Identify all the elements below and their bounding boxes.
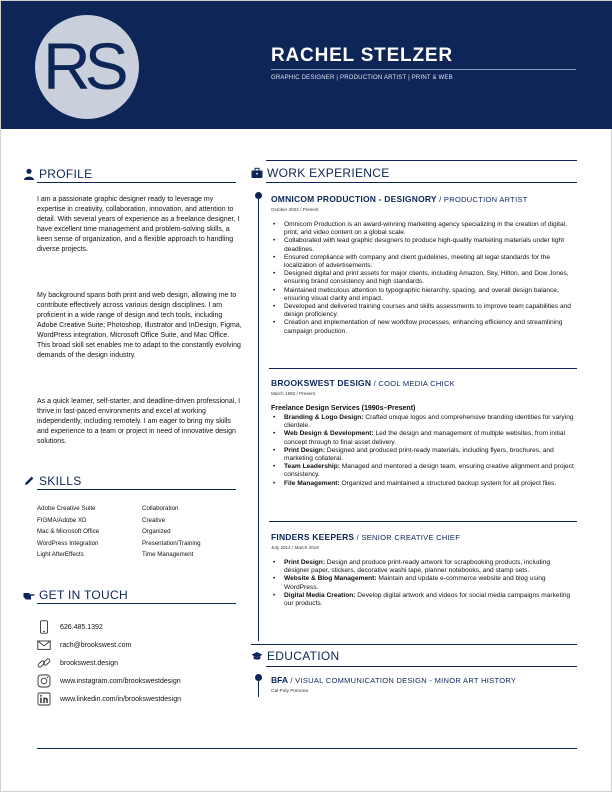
monogram-rs-icon [35, 15, 139, 119]
bullet-item: • Designed digital and print assets for major clients, including Amazon, Sky, Hilton, and Dow Jones, ensuring brand consistency and high standards. [271, 270, 577, 286]
contact-website[interactable] [37, 656, 118, 670]
timeline-dot [255, 674, 262, 681]
contact-phone-text: 626.485.1392 [60, 623, 103, 631]
skill-item: Collaboration [142, 505, 179, 512]
contact-website-text: brookswest.design [60, 659, 118, 667]
job-2-company: BROOKSWEST DESIGN [271, 378, 372, 388]
bullet-item: • Omnicom Production is an award-winning marketing agency specializing in the creation of digital, print, and video content on a global scale. [271, 221, 577, 237]
job-2-role: Freelance Design Services (1990s–Present) [271, 405, 416, 412]
bullet-item: • Developed and delivered training courses and skills assessments to improve team capabilities and design proficiency. [271, 303, 577, 319]
profile-paragraph-3: As a quick learner, self-starter, and deadline-driven professional, I thrive in fast-paced environments and excel at working independently, including remotely. I am eager to bring my skills and experience to a team or project in need of innovative design solutions. [37, 398, 241, 445]
candidate-tagline: GRAPHIC DESIGNER | PRODUCTION ARTIST | PRINT & WEB [271, 75, 453, 81]
job-2-position: / COOL MEDIA CHICK [371, 379, 455, 388]
bullet-item: • Digital Media Creation: Develop digital artwork and videos for social media campaigns marketing our products. [271, 592, 577, 608]
timeline-dot [255, 192, 262, 199]
contact-email-text: rach@brookswest.com [60, 641, 132, 649]
link-icon [37, 656, 51, 670]
bullet-item: • Collaborated with lead graphic designers to produce high-quality marketing materials under tight deadlines. [271, 237, 577, 253]
profile-paragraph-1: I am a passionate graphic designer ready to leverage my expertise in creativity, collaboration, innovation, and attention to detail. With several years of experience as a freelance designer, I have excellent time management and problem-solving skills, a keen sense of organization, and a flexible approach to handling diverse projects. [37, 196, 240, 253]
job-3-title [271, 532, 460, 542]
bullet-item: • Branding & Logo Design: Crafted unique logos and comprehensive branding identities for varying clientele. [271, 414, 577, 430]
contact-linkedin[interactable] [37, 692, 181, 706]
bullet-item: • Maintained meticulous attention to typographic hierarchy, spacing, and overall design balance, ensuring visual clarity and impact. [271, 287, 577, 303]
skill-item: Organized [142, 528, 171, 536]
bullet-item: • Ensured compliance with company and client guidelines, meeting all legal standards for the localization of advertisements. [271, 254, 577, 270]
skill-item: WordPress Integration [37, 539, 99, 547]
degree-name: BFA [271, 675, 288, 685]
profile-heading-text: PROFILE [39, 167, 93, 181]
contact-instagram-text: www.instagram.com/brookswestdesign [60, 677, 181, 685]
contact-linkedin-text: www.linkedin.com/in/brookswestdesign [60, 695, 181, 703]
profile-heading [23, 167, 92, 181]
skills-column-2 [142, 503, 242, 561]
person-icon [23, 168, 35, 180]
skill-item: Presentation/Training [142, 539, 201, 547]
education-timeline [258, 679, 259, 697]
job-separator [269, 368, 577, 369]
education-top-rule [251, 644, 577, 645]
contact-phone[interactable] [37, 620, 103, 634]
job-1-bullets [271, 221, 577, 336]
bullet-item: • Web Design & Development: Led the design and management of multiple websites, from initial concept through to final asset delivery. [271, 430, 577, 446]
footer-rule [37, 748, 577, 749]
bullet-item: • Print Design: Designed and produced print-ready materials, including flyers, brochures, and marketing collateral. [271, 447, 577, 463]
education-degree [271, 675, 516, 685]
graduation-cap-icon [251, 650, 263, 662]
job-3-bullets [271, 559, 577, 608]
degree-field: / VISUAL COMMUNICATION DESIGN - MINOR ART HISTORY [288, 676, 517, 685]
svg-text:RS: RS [43, 29, 123, 103]
profile-rule [37, 182, 236, 183]
phone-icon [37, 620, 51, 634]
experience-heading-text: WORK EXPERIENCE [267, 166, 390, 180]
contact-email[interactable] [37, 638, 131, 652]
hand-pointer-icon [23, 589, 35, 601]
bullet-item: • File Management: Organized and maintained a structured backup system for all project files. [271, 480, 577, 488]
skills-heading-text: SKILLS [39, 474, 82, 488]
education-heading-text: EDUCATION [267, 649, 340, 663]
job-2-title [271, 378, 455, 388]
bullet-item: • Print Design: Design and produce print-ready artwork for scrapbooking products, including designer paper, stickers, decorative washi tape, planner notebooks, and stamp sets. [271, 559, 577, 575]
experience-rule [266, 182, 577, 183]
job-1-dates: October 2022 / Present [271, 207, 319, 212]
job-1-position: / PRODUCTION ARTIST [436, 195, 528, 204]
job-2-dates: March 1992 / Present [271, 391, 315, 396]
contact-heading-text: GET IN TOUCH [39, 588, 128, 602]
education-heading [251, 649, 339, 663]
briefcase-icon [251, 167, 263, 179]
linkedin-icon [37, 692, 51, 706]
job-separator [269, 521, 577, 522]
experience-timeline [258, 196, 259, 641]
experience-top-rule [266, 160, 577, 161]
skills-heading [23, 474, 82, 488]
experience-heading [251, 166, 390, 180]
job-1-title [271, 194, 528, 204]
contact-instagram[interactable] [37, 674, 181, 688]
bullet-item: • Creation and implementation of new workflow processes, enhancing efficiency and streamlining campaign production. [271, 319, 577, 335]
instagram-icon [37, 674, 51, 688]
candidate-name: RACHEL STELZER [271, 45, 453, 66]
education-rule [266, 666, 577, 667]
skill-item: Adobe Creative Suite [37, 505, 96, 512]
skill-item: Mac & Microsoft Office [37, 528, 100, 536]
header-divider [271, 69, 576, 70]
job-2-bullets [271, 414, 577, 488]
pencil-icon [23, 475, 35, 487]
job-3-dates: July 2014 / March 2019 [271, 545, 319, 550]
profile-paragraph-2: My background spans both print and web design, allowing me to contribute effectively across various design disciplines. I am proficient in a wide range of design and tech tools, including Adobe Creative Suite; Photoshop, Illustrator and InDesign, Figma, WordPress integration, Microsoft Office Suite, and Mac Office. This broad skill set enables me to adapt to the constantly evolving demands of the design industry. [37, 292, 242, 359]
skill-item: FIGMA/Adobe XD [37, 516, 87, 524]
contact-heading [23, 588, 128, 602]
skill-item: Light AfterEffects [37, 551, 84, 559]
bullet-item: • Team Leadership: Managed and mentored a design team, ensuring creative alignment and project consistency. [271, 463, 577, 479]
job-3-company: FINDERS KEEPERS [271, 532, 355, 542]
monogram-logo [35, 15, 139, 119]
skill-item: Time Management [142, 551, 194, 559]
skills-column-1 [37, 503, 141, 561]
education-school: Cal Poly Pomona [271, 689, 309, 694]
bullet-item: • Website & Blog Management: Maintain and update e-commerce website and blog using WordPress. [271, 575, 577, 591]
header-banner [1, 1, 612, 129]
envelope-icon [37, 638, 51, 652]
skills-rule [37, 489, 236, 490]
job-3-position: / SENIOR CREATIVE CHIEF [354, 533, 461, 542]
skill-item: Creative [142, 516, 166, 524]
job-1-company: OMNICOM PRODUCTION - DESIGNORY [271, 194, 437, 204]
contact-rule [37, 603, 236, 604]
